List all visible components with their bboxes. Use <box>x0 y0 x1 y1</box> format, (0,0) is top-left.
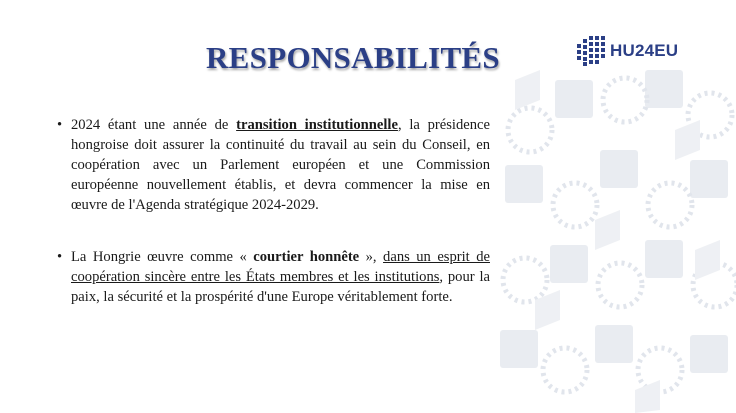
bullet-2-text-end: , pour la paix, la sécurité et la prospérité d'une Europe véritablement forte. <box>71 269 490 305</box>
cube-pattern-background <box>495 70 736 413</box>
bullet-2-text-start: La Hongrie œuvre comme « <box>71 249 254 265</box>
bullet-2-underlined: dans un esprit de coopération sincère entre les États membres et les institutions <box>71 249 490 285</box>
bullet-2-text-middle: », <box>359 249 384 265</box>
bullet-glyph: • <box>57 117 63 133</box>
logo-text: HU24EU <box>610 41 679 60</box>
slide-title: RESPONSABILITÉS <box>206 40 500 75</box>
bullet-1-text-rest: , la présidence hongroise doit assurer la continuité du travail au sein du Conseil, en coopération avec un Parlement européen et une Commission européenne nouvellement établis, et devra commencer la mise en œuvre de l'Agenda stratégique 2024-2029. <box>71 117 490 213</box>
bullet-item-2 <box>57 247 490 307</box>
bullet-1-emphasis: transition institutionnelle <box>236 117 398 133</box>
bullet-item-1 <box>57 115 490 215</box>
bullet-glyph: • <box>57 249 63 265</box>
bullet-list <box>57 115 490 307</box>
bullet-1-text-start: 2024 étant une année de <box>71 117 237 133</box>
cube-logo-icon <box>575 36 607 66</box>
bullet-2-emphasis: courtier honnête <box>253 249 360 265</box>
hu24eu-logo <box>575 36 678 66</box>
